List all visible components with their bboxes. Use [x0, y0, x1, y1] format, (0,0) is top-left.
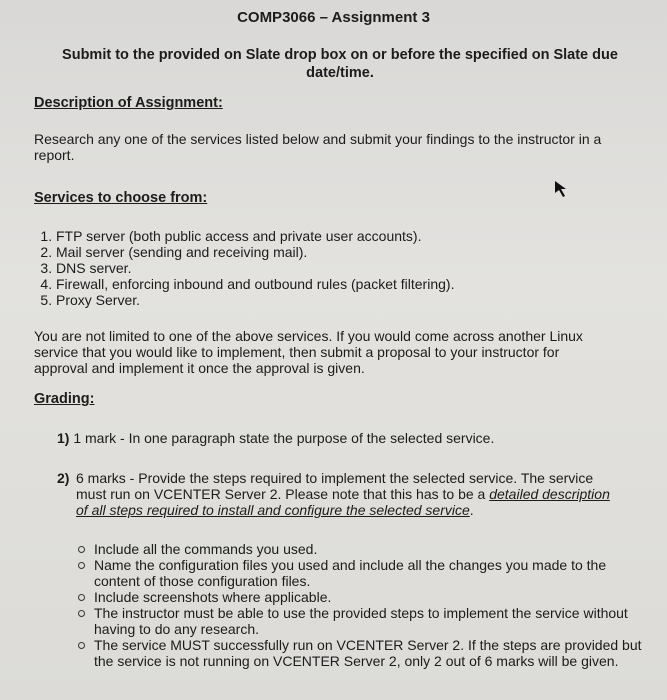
submission-instructions: Submit to the provided on Slate drop box on or before the specified on Slate due date/time. [62, 47, 618, 81]
service-item: 2. Mail server (sending and receiving mail). [56, 244, 454, 260]
service-item: 3. DNS server. [56, 260, 454, 276]
grading-item-text: 6 marks - Provide the steps required to implement the selected service. The service must run on VCENTER Server 2. Please note that this has to be a [76, 470, 594, 502]
document-title: COMP3066 – Assignment 3 [237, 9, 430, 26]
service-item: 4. Firewall, enforcing inbound and outbound rules (packet filtering). [56, 276, 454, 292]
grading-item-text: 1 mark - In one paragraph state the purpose of the selected service. [73, 430, 495, 446]
grading-item-number: 2) [57, 470, 70, 486]
alternative-service-note: You are not limited to one of the above services. If you would come across another Linux service that you would like to implement, then submit a proposal to your instructor for approval and implement it once the approval is given. [34, 328, 583, 376]
grading-emphasis: detailed description of all steps required to install and configure the selected service [76, 486, 610, 518]
requirement-item: The service MUST successfully run on VCENTER Server 2. If the steps are provided but the service is not running on VCENTER Server 2, only 2 out of 6 marks will be given. [94, 637, 644, 669]
grading-requirements-list [78, 541, 644, 669]
requirement-item: Include screenshots where applicable. [94, 589, 644, 605]
grading-item-2: 6 marks - Provide the steps required to implement the selected service. The service must run on VCENTER Server 2. Please note that this has to be a detailed description of all steps required to install and configure the selected service. [76, 470, 610, 518]
service-item: 5. Proxy Server. [56, 292, 454, 308]
grading-item-number: 1) [57, 430, 70, 446]
grading-item-1 [57, 430, 494, 446]
requirement-item: The instructor must be able to use the provided steps to implement the service without having to do any research. [94, 605, 644, 637]
services-heading: Services to choose from: [34, 190, 208, 206]
services-list [34, 228, 454, 308]
requirement-item: Name the configuration files you used and include all the changes you made to the content of those configuration files. [94, 557, 644, 589]
grading-heading: Grading: [34, 391, 95, 407]
mouse-pointer-icon [553, 179, 573, 199]
requirement-item: Include all the commands you used. [94, 541, 644, 557]
description-heading: Description of Assignment: [34, 95, 223, 111]
description-text: Research any one of the services listed below and submit your findings to the instructor in a report. [34, 131, 602, 163]
service-item: 1. FTP server (both public access and private user accounts). [56, 228, 454, 244]
